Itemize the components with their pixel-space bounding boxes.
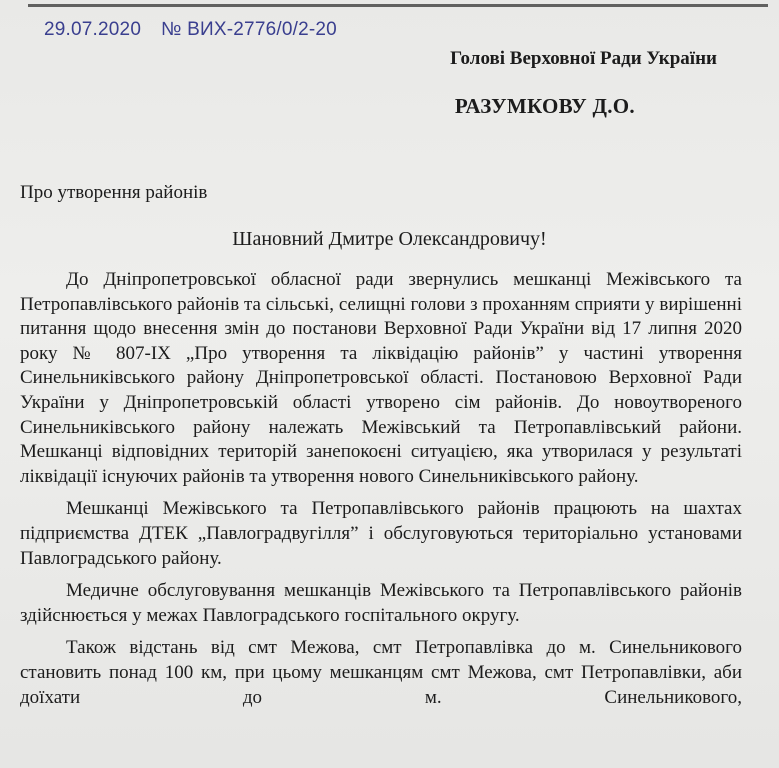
document-reference: № ВИХ-2776/0/2-20	[161, 19, 337, 40]
paragraph-2: Мешканці Межівського та Петропавлівського районів працюють на шахтах підприємства ДТЕК „Павлоградвугілля” і обслуговуються територіально установами Павлоградського району.	[20, 498, 742, 569]
addressee-block	[450, 48, 717, 118]
paragraph-4: Також відстань від смт Межова, смт Петропавлівка до м. Синельникового становить понад 100 км, при цьому мешканцям смт Межова, смт Петропавлівки, аби доїхати до м. Синельникового,	[20, 637, 742, 708]
addressee-name: РАЗУМКОВУ Д.О.	[454, 94, 635, 118]
addressee-position: Голові Верховної Ради України	[450, 48, 717, 69]
document-date: 29.07.2020	[44, 19, 142, 40]
letter-body	[20, 268, 742, 710]
registration-stamp	[44, 19, 337, 41]
letter-greeting: Шановний Дмитре Олександровичу!	[232, 228, 547, 250]
letter-subject: Про утворення районів	[20, 182, 208, 203]
header-rule	[28, 4, 768, 7]
paragraph-1: До Дніпропетровської обласної ради звернулись мешканці Межівського та Петропавлівського районів та сільські, селищні голови з проханням сприяти у вирішенні питання щодо внесення змін до постанови Верховної Ради України від 17 липня 2020 року № 807-ІХ „Про утворення та ліквідацію районів” у частині утворення Синельниківського району Дніпропетровської області. Постановою Верховної Ради України у Дніпропетровській області утворено сім районів. До новоутвореного Синельниківського району належать Межівський та Петропавлівський райони. Мешканці відповідних територій занепокоєні ситуацією, яка утворилася у результаті ліквідації існуючих районів та утворення нового Синельниківського району.	[20, 269, 742, 487]
paragraph-3: Медичне обслуговування мешканців Межівського та Петропавлівського районів здійснюється у межах Павлоградського госпітального округу.	[20, 580, 742, 626]
